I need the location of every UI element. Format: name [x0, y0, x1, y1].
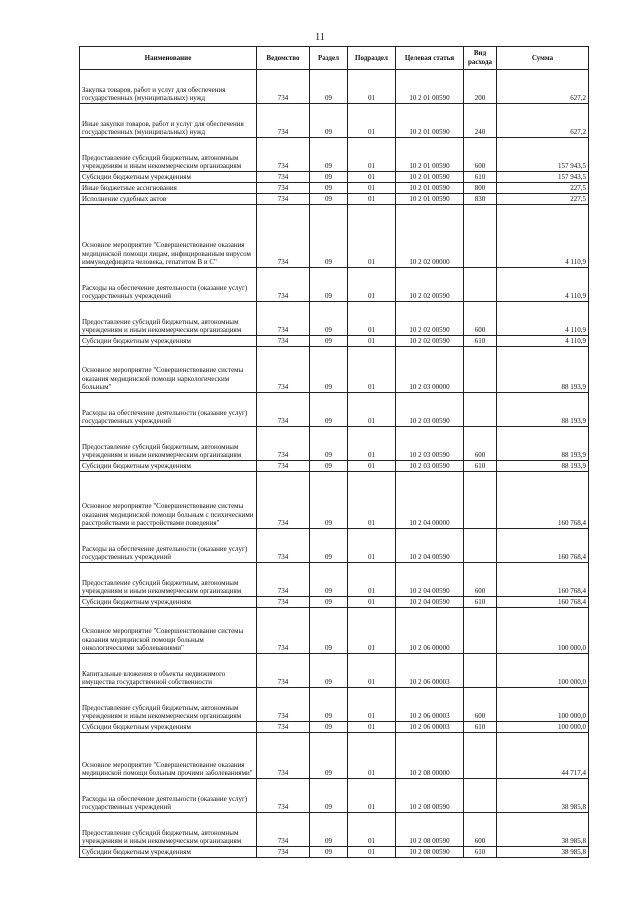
cell-name: Предоставление субсидий бюджетным, автономным учреждениям и иным некоммерческим организациям	[80, 688, 257, 722]
cell-expense-type	[464, 393, 497, 427]
cell-target-article: 10 2 08 00590	[396, 813, 464, 847]
table-row	[80, 205, 589, 268]
cell-expense-type: 600	[464, 813, 497, 847]
table-row	[80, 172, 589, 183]
table-row	[80, 472, 589, 529]
cell-target-article: 10 2 08 00000	[396, 733, 464, 779]
table-row	[80, 393, 589, 427]
cell-target-article: 10 2 03 00590	[396, 393, 464, 427]
cell-sum: 88 193,9	[497, 347, 589, 393]
cell-department: 734	[257, 733, 310, 779]
cell-department: 734	[257, 172, 310, 183]
cell-expense-type: 610	[464, 597, 497, 608]
cell-section: 09	[310, 847, 348, 858]
cell-sum: 627,2	[497, 104, 589, 138]
cell-name: Субсидии бюджетным учреждениям	[80, 722, 257, 733]
cell-section: 09	[310, 608, 348, 654]
table-row	[80, 779, 589, 813]
cell-target-article: 10 2 01 00590	[396, 104, 464, 138]
cell-name: Предоставление субсидий бюджетным, автономным учреждениям и иным некоммерческим организациям	[80, 138, 257, 172]
cell-department: 734	[257, 597, 310, 608]
cell-expense-type: 800	[464, 183, 497, 194]
cell-department: 734	[257, 608, 310, 654]
cell-department: 734	[257, 563, 310, 597]
cell-section: 09	[310, 268, 348, 302]
page-number: 11	[315, 32, 325, 43]
header-department: Ведомство	[257, 47, 310, 70]
cell-expense-type: 610	[464, 336, 497, 347]
cell-expense-type: 600	[464, 302, 497, 336]
cell-sum: 88 193,9	[497, 461, 589, 472]
cell-subsection: 01	[348, 393, 396, 427]
cell-subsection: 01	[348, 194, 396, 205]
cell-section: 09	[310, 779, 348, 813]
cell-sum: 160 768,4	[497, 529, 589, 563]
cell-section: 09	[310, 205, 348, 268]
cell-name: Иные бюджетные ассигнования	[80, 183, 257, 194]
cell-section: 09	[310, 183, 348, 194]
cell-name: Основное мероприятие "Совершенствование системы оказания медицинской помощи больным с психическими расстройствами и расстройствами поведения"	[80, 472, 257, 529]
cell-subsection: 01	[348, 563, 396, 597]
cell-target-article: 10 2 06 00003	[396, 688, 464, 722]
table-row	[80, 654, 589, 688]
cell-target-article: 10 2 06 00003	[396, 722, 464, 733]
cell-department: 734	[257, 336, 310, 347]
cell-subsection: 01	[348, 302, 396, 336]
header-subsection: Подраздел	[348, 47, 396, 70]
table-row	[80, 302, 589, 336]
cell-section: 09	[310, 472, 348, 529]
cell-sum: 38 985,8	[497, 813, 589, 847]
cell-department: 734	[257, 654, 310, 688]
cell-department: 734	[257, 183, 310, 194]
cell-department: 734	[257, 205, 310, 268]
cell-name: Предоставление субсидий бюджетным, автономным учреждениям и иным некоммерческим организациям	[80, 427, 257, 461]
cell-department: 734	[257, 461, 310, 472]
cell-target-article: 10 2 02 00000	[396, 205, 464, 268]
cell-name: Капитальные вложения в объекты недвижимого имущества государственной собственности	[80, 654, 257, 688]
cell-subsection: 01	[348, 183, 396, 194]
cell-expense-type: 200	[464, 70, 497, 104]
cell-section: 09	[310, 172, 348, 183]
cell-section: 09	[310, 138, 348, 172]
cell-name: Основное мероприятие "Совершенствование системы оказания медицинской помощи наркологическим больным"	[80, 347, 257, 393]
cell-subsection: 01	[348, 529, 396, 563]
cell-name: Субсидии бюджетным учреждениям	[80, 597, 257, 608]
cell-expense-type: 610	[464, 847, 497, 858]
budget-table	[79, 46, 589, 858]
cell-target-article: 10 2 06 00000	[396, 608, 464, 654]
cell-section: 09	[310, 563, 348, 597]
cell-target-article: 10 2 02 00590	[396, 336, 464, 347]
cell-target-article: 10 2 01 00590	[396, 194, 464, 205]
cell-subsection: 01	[348, 70, 396, 104]
table-row	[80, 70, 589, 104]
cell-department: 734	[257, 302, 310, 336]
header-expense-type: Вид расхода	[464, 47, 497, 70]
cell-section: 09	[310, 597, 348, 608]
table-row	[80, 688, 589, 722]
cell-target-article: 10 2 04 00590	[396, 529, 464, 563]
cell-sum: 160 768,4	[497, 597, 589, 608]
cell-department: 734	[257, 813, 310, 847]
cell-expense-type: 600	[464, 563, 497, 597]
table-row	[80, 597, 589, 608]
cell-target-article: 10 2 01 00590	[396, 70, 464, 104]
cell-name: Субсидии бюджетным учреждениям	[80, 172, 257, 183]
table-row	[80, 347, 589, 393]
cell-target-article: 10 2 08 00590	[396, 779, 464, 813]
cell-subsection: 01	[348, 347, 396, 393]
header-target-article: Целевая статья	[396, 47, 464, 70]
cell-name: Предоставление субсидий бюджетным, автономным учреждениям и иным некоммерческим организациям	[80, 813, 257, 847]
cell-expense-type: 600	[464, 427, 497, 461]
cell-sum: 4 110,9	[497, 268, 589, 302]
cell-sum: 227,5	[497, 194, 589, 205]
cell-target-article: 10 2 03 00590	[396, 427, 464, 461]
cell-name: Субсидии бюджетным учреждениям	[80, 461, 257, 472]
header-section: Раздел	[310, 47, 348, 70]
cell-section: 09	[310, 70, 348, 104]
cell-name: Предоставление субсидий бюджетным, автономным учреждениям и иным некоммерческим организациям	[80, 563, 257, 597]
cell-target-article: 10 2 02 00590	[396, 268, 464, 302]
table-row	[80, 104, 589, 138]
cell-department: 734	[257, 529, 310, 563]
cell-name: Расходы на обеспечение деятельности (оказание услуг) государственных учреждений	[80, 529, 257, 563]
cell-sum: 44 717,4	[497, 733, 589, 779]
cell-subsection: 01	[348, 847, 396, 858]
cell-department: 734	[257, 104, 310, 138]
cell-department: 734	[257, 847, 310, 858]
cell-subsection: 01	[348, 688, 396, 722]
cell-section: 09	[310, 529, 348, 563]
cell-subsection: 01	[348, 268, 396, 302]
cell-section: 09	[310, 336, 348, 347]
table-row	[80, 813, 589, 847]
cell-department: 734	[257, 194, 310, 205]
header-sum: Сумма	[497, 47, 589, 70]
cell-sum: 4 110,9	[497, 205, 589, 268]
table-row	[80, 138, 589, 172]
cell-target-article: 10 2 03 00000	[396, 347, 464, 393]
cell-section: 09	[310, 427, 348, 461]
cell-target-article: 10 2 04 00590	[396, 563, 464, 597]
cell-department: 734	[257, 138, 310, 172]
cell-expense-type: 600	[464, 138, 497, 172]
table-row	[80, 529, 589, 563]
table-row	[80, 608, 589, 654]
cell-section: 09	[310, 461, 348, 472]
cell-subsection: 01	[348, 427, 396, 461]
cell-department: 734	[257, 427, 310, 461]
cell-name: Иные закупки товаров, работ и услуг для обеспечения государственных (муниципальных) нужд	[80, 104, 257, 138]
cell-sum: 100 000,0	[497, 722, 589, 733]
cell-expense-type	[464, 529, 497, 563]
cell-sum: 160 768,4	[497, 563, 589, 597]
cell-sum: 4 110,9	[497, 302, 589, 336]
cell-subsection: 01	[348, 205, 396, 268]
cell-target-article: 10 2 01 00590	[396, 138, 464, 172]
table-header-row	[80, 47, 589, 70]
table-row	[80, 183, 589, 194]
cell-section: 09	[310, 393, 348, 427]
cell-expense-type	[464, 608, 497, 654]
table-row	[80, 563, 589, 597]
cell-name: Основное мероприятие "Совершенствование оказания медицинской помощи больным прочими заболеваниями"	[80, 733, 257, 779]
cell-section: 09	[310, 722, 348, 733]
cell-name: Расходы на обеспечение деятельности (оказание услуг) государственных учреждений	[80, 779, 257, 813]
cell-section: 09	[310, 688, 348, 722]
cell-department: 734	[257, 70, 310, 104]
table-row	[80, 847, 589, 858]
cell-department: 734	[257, 268, 310, 302]
cell-name: Субсидии бюджетным учреждениям	[80, 336, 257, 347]
cell-expense-type	[464, 779, 497, 813]
cell-subsection: 01	[348, 608, 396, 654]
cell-department: 734	[257, 722, 310, 733]
cell-sum: 38 985,8	[497, 847, 589, 858]
cell-expense-type: 600	[464, 688, 497, 722]
cell-name: Предоставление субсидий бюджетным, автономным учреждениям и иным некоммерческим организациям	[80, 302, 257, 336]
cell-expense-type: 610	[464, 172, 497, 183]
cell-sum: 227,5	[497, 183, 589, 194]
cell-subsection: 01	[348, 336, 396, 347]
table-body	[80, 70, 589, 858]
cell-subsection: 01	[348, 813, 396, 847]
cell-subsection: 01	[348, 733, 396, 779]
cell-name: Основное мероприятие "Совершенствование системы оказания медицинской помощи больным онкологическими заболеваниями"	[80, 608, 257, 654]
cell-target-article: 10 2 04 00000	[396, 472, 464, 529]
cell-expense-type: 830	[464, 194, 497, 205]
cell-section: 09	[310, 813, 348, 847]
cell-subsection: 01	[348, 461, 396, 472]
cell-sum: 627,2	[497, 70, 589, 104]
cell-target-article: 10 2 01 00590	[396, 172, 464, 183]
cell-expense-type	[464, 472, 497, 529]
table-row	[80, 194, 589, 205]
cell-name: Исполнение судебных актов	[80, 194, 257, 205]
cell-section: 09	[310, 733, 348, 779]
cell-name: Расходы на обеспечение деятельности (оказание услуг) государственных учреждений	[80, 268, 257, 302]
cell-subsection: 01	[348, 104, 396, 138]
cell-subsection: 01	[348, 472, 396, 529]
cell-target-article: 10 2 08 00590	[396, 847, 464, 858]
cell-section: 09	[310, 104, 348, 138]
table-row	[80, 427, 589, 461]
table-row	[80, 722, 589, 733]
cell-section: 09	[310, 654, 348, 688]
cell-section: 09	[310, 194, 348, 205]
cell-subsection: 01	[348, 597, 396, 608]
cell-sum: 100 000,0	[497, 608, 589, 654]
cell-subsection: 01	[348, 779, 396, 813]
cell-expense-type: 240	[464, 104, 497, 138]
cell-subsection: 01	[348, 654, 396, 688]
cell-name: Закупка товаров, работ и услуг для обеспечения государственных (муниципальных) нужд	[80, 70, 257, 104]
cell-sum: 38 985,8	[497, 779, 589, 813]
cell-target-article: 10 2 04 00590	[396, 597, 464, 608]
cell-sum: 88 193,9	[497, 393, 589, 427]
cell-subsection: 01	[348, 722, 396, 733]
header-name: Наименование	[80, 47, 257, 70]
cell-target-article: 10 2 03 00590	[396, 461, 464, 472]
cell-sum: 100 000,0	[497, 688, 589, 722]
cell-sum: 4 110,9	[497, 336, 589, 347]
cell-subsection: 01	[348, 172, 396, 183]
cell-expense-type	[464, 654, 497, 688]
cell-sum: 157 943,5	[497, 172, 589, 183]
cell-sum: 157 943,5	[497, 138, 589, 172]
cell-subsection: 01	[348, 138, 396, 172]
cell-sum: 100 000,0	[497, 654, 589, 688]
cell-target-article: 10 2 06 00003	[396, 654, 464, 688]
cell-expense-type	[464, 268, 497, 302]
cell-sum: 88 193,9	[497, 427, 589, 461]
cell-name: Расходы на обеспечение деятельности (оказание услуг) государственных учреждений	[80, 393, 257, 427]
table-row	[80, 336, 589, 347]
cell-name: Основное мероприятие "Совершенствование оказания медицинской помощи лицам, инфицированным вирусом иммунодефицита человека, гепатитом B и C"	[80, 205, 257, 268]
cell-expense-type	[464, 733, 497, 779]
cell-department: 734	[257, 347, 310, 393]
table-row	[80, 733, 589, 779]
cell-target-article: 10 2 01 00590	[396, 183, 464, 194]
table-row	[80, 461, 589, 472]
cell-name: Субсидии бюджетным учреждениям	[80, 847, 257, 858]
cell-department: 734	[257, 472, 310, 529]
cell-expense-type	[464, 347, 497, 393]
cell-section: 09	[310, 347, 348, 393]
cell-target-article: 10 2 02 00590	[396, 302, 464, 336]
cell-department: 734	[257, 688, 310, 722]
table-row	[80, 268, 589, 302]
cell-section: 09	[310, 302, 348, 336]
cell-department: 734	[257, 393, 310, 427]
cell-department: 734	[257, 779, 310, 813]
cell-expense-type: 610	[464, 722, 497, 733]
cell-expense-type	[464, 205, 497, 268]
cell-sum: 160 768,4	[497, 472, 589, 529]
cell-expense-type: 610	[464, 461, 497, 472]
